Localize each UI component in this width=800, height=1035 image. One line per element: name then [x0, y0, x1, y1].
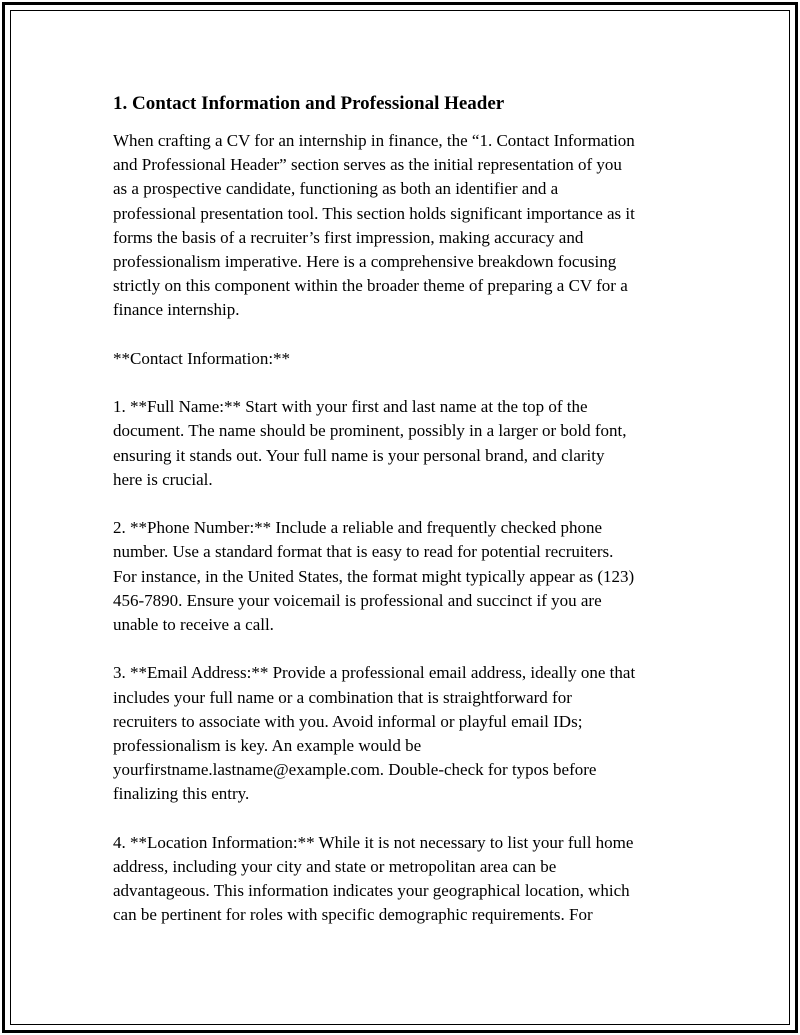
- text-line: 2. **Phone Number:** Include a reliable and frequently checked phone: [113, 518, 603, 538]
- text-line: advantageous. This information indicates your geographical location, which: [113, 881, 630, 901]
- text-line: number. Use a standard format that is easy to read for potential recruiters.: [113, 542, 614, 562]
- text-line: address, including your city and state or metropolitan area can be: [113, 857, 557, 877]
- text-line: **Contact Information:**: [113, 348, 291, 368]
- email-address-paragraph: [113, 661, 688, 806]
- text-line: strictly on this component within the broader theme of preparing a CV for a: [113, 276, 628, 296]
- phone-number-paragraph: [113, 516, 688, 637]
- text-line: and Professional Header” section serves as the initial representation of you: [113, 155, 622, 175]
- text-line: 3. **Email Address:** Provide a professional email address, ideally one that: [113, 663, 636, 683]
- text-line: 4. **Location Information:** While it is not necessary to list your full home: [113, 832, 634, 852]
- text-line: professionalism imperative. Here is a comprehensive breakdown focusing: [113, 252, 617, 272]
- document-body: [113, 91, 688, 952]
- text-line: includes your full name or a combination that is straightforward for: [113, 687, 572, 707]
- text-line: professionalism is key. An example would be: [113, 736, 422, 756]
- section-heading: 1. Contact Information and Professional Header: [113, 93, 505, 114]
- full-name-paragraph: [113, 395, 688, 492]
- text-line: For instance, in the United States, the format might typically appear as (123): [113, 566, 635, 586]
- text-line: When crafting a CV for an internship in finance, the “1. Contact Information: [113, 131, 635, 150]
- text-line: document. The name should be prominent, possibly in a larger or bold font,: [113, 421, 627, 441]
- text-line: can be pertinent for roles with specific demographic requirements. For: [113, 905, 593, 925]
- intro-paragraph: [113, 129, 688, 323]
- text-line: 456-7890. Ensure your voicemail is professional and succinct if you are: [113, 590, 602, 610]
- text-line: yourfirstname.lastname@example.com. Double-check for typos before: [113, 760, 597, 780]
- text-line: as a prospective candidate, functioning as both an identifier and a: [113, 179, 559, 199]
- text-line: forms the basis of a recruiter’s first impression, making accuracy and: [113, 227, 584, 247]
- text-line: finance internship.: [113, 300, 240, 320]
- text-line: here is crucial.: [113, 469, 213, 489]
- text-line: ensuring it stands out. Your full name is your personal brand, and clarity: [113, 445, 605, 465]
- text-line: finalizing this entry.: [113, 784, 250, 804]
- subheading-paragraph: [113, 347, 688, 371]
- text-line: recruiters to associate with you. Avoid informal or playful email IDs;: [113, 711, 583, 731]
- text-line: unable to receive a call.: [113, 615, 274, 635]
- text-line: 1. **Full Name:** Start with your first and last name at the top of the: [113, 397, 588, 417]
- location-information-paragraph: [113, 831, 688, 928]
- text-line: professional presentation tool. This section holds significant importance as it: [113, 203, 635, 223]
